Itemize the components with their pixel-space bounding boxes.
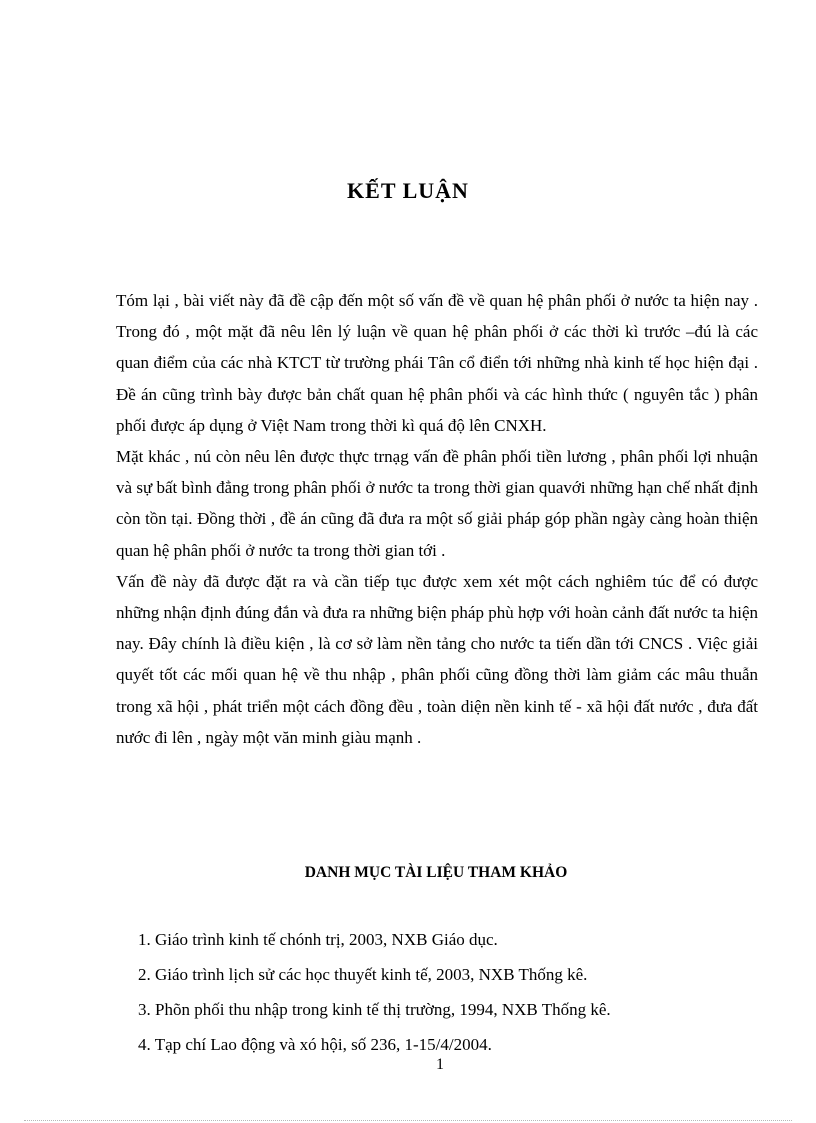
- reference-item: 4. Tạp chí Lao động và xó hội, số 236, 1-15/4/2004.: [138, 1035, 492, 1054]
- paragraph-outlook: Vấn đề này đã được đặt ra và cần tiếp tục được xem xét một cách nghiêm túc để có được những nhận định đúng đắn và đưa ra những biện pháp phù hợp với hoàn cảnh đất nước ta hiện nay. Đây chính là điều kiện , là cơ sở làm nền tảng cho nước ta tiến dần tới CNCS . Việc giải quyết tốt các mối quan hệ về thu nhập , phân phối cũng đồng thời làm giảm các mâu thuẫn trong xã hội , phát triển một cách đồng đều , toàn diện nền kinh tế - xã hội đất nước , đưa đất nước đi lên , ngày một văn minh giàu mạnh .: [116, 571, 758, 747]
- page-number: 1: [436, 1056, 444, 1073]
- reference-item: 1. Giáo trình kinh tế chónh trị, 2003, NXB Giáo dục.: [138, 930, 498, 949]
- page-bottom-edge: [24, 1120, 792, 1121]
- reference-item: 3. Phõn phối thu nhập trong kinh tế thị trường, 1994, NXB Thống kê.: [138, 1000, 611, 1019]
- paragraph-summary: Tóm lại , bài viết này đã đề cập đến một số vấn đề về quan hệ phân phối ở nước ta hiện nay . Trong đó , một mặt đã nêu lên lý luận về quan hệ phân phối ở các thời kì trước –đú là các quan điểm của các nhà KTCT từ trường phái Tân cổ điển tới những nhà kinh tế học hiện đại . Đề án cũng trình bày được bản chất quan hệ phân phối và các hình thức ( nguyên tắc ) phân phối được áp dụng ở Việt Nam trong thời kì quá độ lên CNXH.: [116, 291, 758, 435]
- references-heading: DANH MỤC TÀI LIỆU THAM KHẢO: [304, 864, 568, 881]
- conclusion-body: [116, 285, 758, 753]
- paragraph-current-state: Mặt khác , nú còn nêu lên được thực trnạg vấn đề phân phối tiền lương , phân phối lợi nhuận và sự bất bình đẳng trong phân phối ở nước ta trong thời gian quavới những hạn chế nhất định còn tồn tại. Đồng thời , đề án cũng đã đưa ra một số giải pháp góp phần ngày càng hoàn thiện quan hệ phân phối ở nước ta trong thời gian tới .: [116, 447, 758, 560]
- references-list: [138, 927, 611, 1067]
- page-title: KẾT LUẬN: [347, 178, 469, 203]
- reference-item: 2. Giáo trình lịch sử các học thuyết kinh tế, 2003, NXB Thống kê.: [138, 965, 588, 984]
